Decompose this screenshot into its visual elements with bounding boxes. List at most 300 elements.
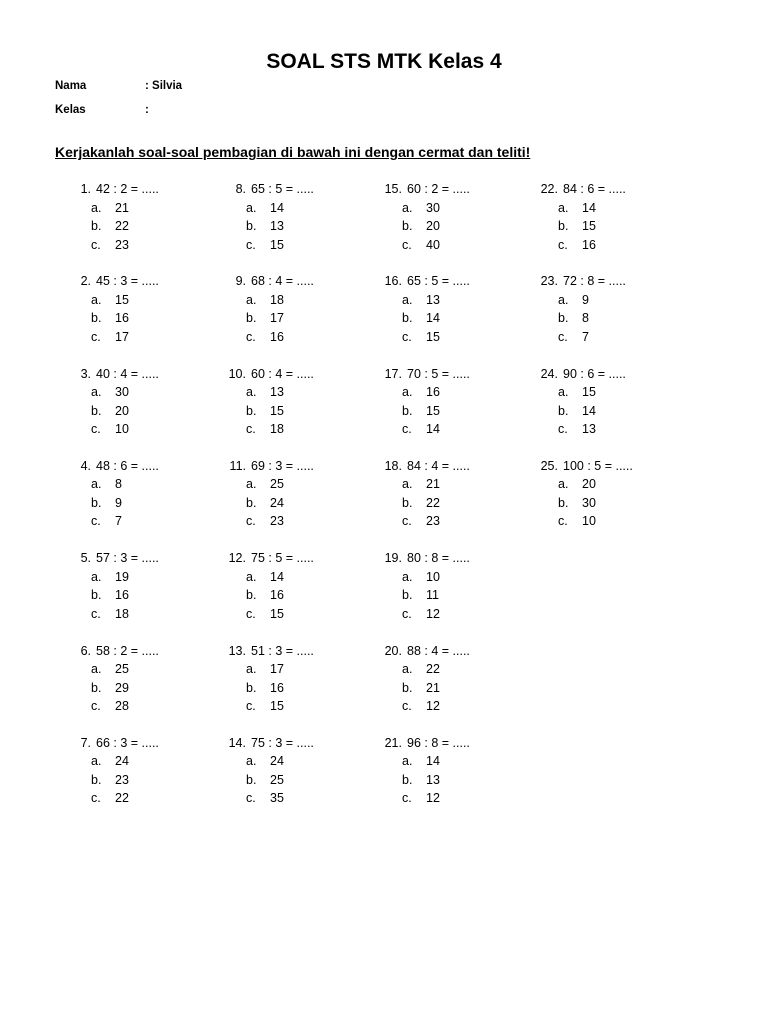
option-value: 16 — [115, 311, 129, 326]
question-text: 40 : 4 = ..... — [96, 366, 159, 381]
option-value: 15 — [426, 403, 440, 418]
option-letter: b. — [402, 219, 413, 233]
option-value: 16 — [426, 385, 440, 400]
answer-option — [68, 475, 159, 494]
option-letter: a. — [402, 200, 413, 215]
question-item — [379, 457, 470, 531]
answer-option — [68, 679, 159, 698]
answer-option — [223, 789, 314, 808]
option-value: 24 — [270, 754, 284, 769]
question-item — [379, 549, 470, 623]
option-letter: b. — [402, 680, 413, 695]
option-value: 11 — [426, 588, 439, 603]
question-line — [535, 180, 626, 199]
question-text: 96 : 8 = ..... — [407, 735, 470, 750]
option-value: 21 — [115, 200, 129, 215]
answer-option — [379, 217, 470, 236]
option-letter: b. — [402, 311, 413, 326]
answer-option — [223, 383, 314, 402]
option-value: 9 — [582, 292, 589, 307]
option-letter: a. — [246, 569, 257, 584]
option-letter: a. — [558, 292, 569, 307]
question-line — [68, 272, 159, 291]
option-letter: a. — [402, 754, 413, 769]
answer-option — [379, 605, 470, 624]
option-value: 12 — [426, 699, 440, 713]
option-letter: c. — [402, 699, 412, 713]
option-letter: c. — [246, 329, 256, 344]
answer-option — [379, 328, 470, 347]
answer-option — [223, 475, 314, 494]
answer-option — [68, 236, 159, 255]
question-text: 42 : 2 = ..... — [96, 182, 159, 196]
answer-option — [223, 309, 314, 328]
answer-option — [68, 217, 159, 236]
option-value: 16 — [270, 680, 284, 695]
question-line — [379, 734, 470, 753]
question-number: 4. — [80, 458, 91, 473]
question-number: 21. — [384, 735, 402, 750]
question-item — [379, 272, 470, 346]
question-number: 22. — [540, 182, 558, 196]
option-letter: c. — [246, 606, 256, 621]
option-value: 20 — [115, 403, 129, 418]
option-letter: c. — [558, 422, 568, 437]
class-label: Kelas — [55, 104, 86, 116]
option-value: 12 — [426, 606, 440, 621]
option-letter: c. — [91, 699, 101, 713]
option-letter: a. — [402, 569, 413, 584]
option-value: 15 — [115, 292, 129, 307]
option-value: 13 — [270, 385, 284, 400]
option-letter: c. — [246, 699, 256, 713]
answer-option — [535, 494, 633, 513]
question-text: 60 : 4 = ..... — [251, 366, 314, 381]
option-letter: a. — [558, 200, 569, 215]
option-letter: b. — [246, 219, 257, 233]
answer-option — [379, 752, 470, 771]
option-value: 35 — [270, 791, 284, 806]
answer-option — [68, 660, 159, 679]
option-value: 17 — [270, 311, 284, 326]
answer-option — [379, 402, 470, 421]
option-value: 14 — [426, 754, 440, 769]
question-line — [379, 180, 470, 199]
option-letter: b. — [558, 219, 569, 233]
question-item — [535, 180, 626, 254]
question-line — [223, 642, 314, 661]
option-value: 25 — [270, 772, 284, 787]
question-number: 17. — [384, 366, 402, 381]
option-value: 14 — [426, 311, 440, 326]
question-text: 72 : 8 = ..... — [563, 274, 626, 289]
option-letter: a. — [246, 292, 257, 307]
question-line — [223, 457, 314, 476]
question-item — [535, 365, 626, 439]
answer-option — [535, 236, 626, 255]
option-letter: c. — [402, 791, 412, 806]
option-value: 12 — [426, 791, 440, 806]
option-value: 14 — [582, 200, 596, 215]
answer-option — [68, 494, 159, 513]
question-number: 8. — [235, 182, 246, 196]
question-text: 75 : 3 = ..... — [251, 735, 314, 750]
option-value: 13 — [582, 422, 596, 437]
option-letter: a. — [91, 385, 102, 400]
option-value: 21 — [426, 680, 440, 695]
option-letter: b. — [402, 495, 413, 510]
answer-option — [223, 402, 314, 421]
question-text: 84 : 4 = ..... — [407, 458, 470, 473]
answer-option — [223, 512, 314, 531]
answer-option — [535, 512, 633, 531]
question-number: 5. — [80, 551, 91, 566]
answer-option — [68, 420, 159, 439]
answer-option — [379, 789, 470, 808]
option-letter: b. — [91, 680, 102, 695]
question-item — [223, 642, 314, 716]
option-value: 15 — [582, 219, 596, 233]
question-number: 15. — [384, 182, 402, 196]
option-value: 15 — [270, 403, 284, 418]
question-text: 45 : 3 = ..... — [96, 274, 159, 289]
option-letter: a. — [558, 385, 569, 400]
answer-option — [223, 605, 314, 624]
option-value: 13 — [426, 772, 440, 787]
option-value: 16 — [582, 237, 596, 252]
question-item — [535, 457, 633, 531]
option-value: 18 — [115, 606, 129, 621]
option-letter: a. — [91, 477, 102, 492]
answer-option — [68, 586, 159, 605]
answer-option — [223, 199, 314, 218]
option-letter: b. — [402, 588, 413, 603]
option-value: 15 — [426, 329, 440, 344]
question-number: 7. — [80, 735, 91, 750]
answer-option — [535, 402, 626, 421]
option-value: 22 — [115, 791, 129, 806]
option-value: 15 — [582, 385, 596, 400]
option-letter: b. — [91, 219, 102, 233]
option-value: 10 — [426, 569, 440, 584]
option-value: 13 — [426, 292, 440, 307]
option-letter: b. — [558, 403, 569, 418]
question-number: 11. — [229, 458, 246, 473]
answer-option — [379, 199, 470, 218]
question-text: 48 : 6 = ..... — [96, 458, 159, 473]
question-line — [223, 272, 314, 291]
question-text: 70 : 5 = ..... — [407, 366, 470, 381]
option-letter: b. — [246, 495, 257, 510]
option-value: 15 — [270, 699, 284, 713]
answer-option — [68, 789, 159, 808]
question-line — [68, 457, 159, 476]
option-letter: a. — [402, 292, 413, 307]
option-value: 14 — [426, 422, 440, 437]
question-number: 12. — [228, 551, 246, 566]
option-letter: a. — [91, 569, 102, 584]
answer-option — [223, 568, 314, 587]
option-letter: a. — [246, 662, 257, 676]
answer-option — [379, 309, 470, 328]
answer-option — [535, 475, 633, 494]
option-value: 16 — [270, 329, 284, 344]
question-item — [223, 457, 314, 531]
option-letter: b. — [246, 403, 257, 418]
option-letter: c. — [91, 606, 101, 621]
question-text: 65 : 5 = ..... — [251, 182, 314, 196]
answer-option — [535, 420, 626, 439]
answer-option — [68, 199, 159, 218]
option-value: 22 — [426, 662, 440, 676]
option-value: 30 — [115, 385, 129, 400]
option-value: 23 — [270, 514, 284, 529]
answer-option — [379, 475, 470, 494]
option-letter: a. — [246, 385, 257, 400]
question-item — [223, 734, 314, 808]
question-item — [379, 734, 470, 808]
question-line — [379, 365, 470, 384]
option-letter: c. — [402, 422, 412, 437]
option-letter: c. — [246, 514, 256, 529]
answer-option — [223, 328, 314, 347]
option-letter: c. — [402, 606, 412, 621]
answer-option — [223, 586, 314, 605]
answer-option — [379, 586, 470, 605]
question-text: 84 : 6 = ..... — [563, 182, 626, 196]
name-value: : Silvia — [145, 80, 183, 92]
option-letter: c. — [558, 514, 568, 529]
question-number: 20. — [384, 643, 402, 658]
option-value: 17 — [270, 662, 284, 676]
page-title: SOAL STS MTK Kelas 4 — [266, 50, 502, 73]
question-text: 60 : 2 = ..... — [407, 182, 470, 196]
option-value: 19 — [115, 569, 129, 584]
option-value: 14 — [270, 569, 284, 584]
option-letter: c. — [402, 237, 412, 252]
question-item — [379, 365, 470, 439]
question-number: 18. — [384, 458, 402, 473]
answer-option — [379, 771, 470, 790]
answer-option — [535, 217, 626, 236]
option-value: 18 — [270, 422, 284, 437]
option-value: 30 — [582, 495, 596, 510]
option-letter: c. — [91, 329, 101, 344]
question-text: 75 : 5 = ..... — [251, 551, 314, 566]
question-number: 24. — [540, 366, 558, 381]
option-letter: a. — [558, 477, 569, 492]
name-label: Nama — [55, 80, 87, 92]
option-letter: a. — [91, 200, 102, 215]
option-letter: b. — [91, 403, 102, 418]
question-item — [379, 180, 470, 254]
answer-option — [379, 383, 470, 402]
answer-option — [379, 568, 470, 587]
option-letter: a. — [246, 200, 257, 215]
answer-option — [379, 291, 470, 310]
option-letter: b. — [91, 772, 102, 787]
option-value: 9 — [115, 495, 122, 510]
question-line — [223, 734, 314, 753]
option-value: 23 — [426, 514, 440, 529]
answer-option — [223, 697, 314, 716]
question-item — [68, 180, 159, 254]
question-number: 2. — [80, 274, 91, 289]
answer-option — [68, 752, 159, 771]
student-class-row — [55, 104, 149, 116]
question-text: 58 : 2 = ..... — [96, 643, 159, 658]
question-text: 51 : 3 = ..... — [251, 643, 314, 658]
option-letter: c. — [246, 237, 256, 252]
question-line — [379, 457, 470, 476]
question-number: 25. — [540, 458, 558, 473]
question-item — [223, 272, 314, 346]
answer-option — [379, 512, 470, 531]
option-value: 24 — [115, 754, 129, 769]
answer-option — [223, 752, 314, 771]
option-letter: c. — [558, 329, 568, 344]
answer-option — [223, 660, 314, 679]
option-value: 21 — [426, 477, 440, 492]
answer-option — [68, 309, 159, 328]
question-text: 69 : 3 = ..... — [251, 458, 314, 473]
option-value: 25 — [270, 477, 284, 492]
question-item — [68, 365, 159, 439]
question-text: 80 : 8 = ..... — [407, 551, 470, 566]
question-item — [68, 734, 159, 808]
question-line — [223, 180, 314, 199]
question-text: 57 : 3 = ..... — [96, 551, 159, 566]
question-item — [535, 272, 626, 346]
option-value: 16 — [115, 588, 129, 603]
option-letter: a. — [402, 477, 413, 492]
option-letter: c. — [402, 329, 412, 344]
question-item — [68, 457, 159, 531]
question-number: 19. — [384, 551, 402, 566]
answer-option — [223, 494, 314, 513]
option-value: 8 — [115, 477, 122, 492]
answer-option — [223, 236, 314, 255]
option-letter: a. — [246, 754, 257, 769]
answer-option — [223, 217, 314, 236]
option-value: 15 — [270, 606, 284, 621]
option-value: 30 — [426, 200, 440, 215]
option-letter: b. — [91, 495, 102, 510]
question-text: 68 : 4 = ..... — [251, 274, 314, 289]
student-name-row — [55, 80, 182, 92]
option-letter: c. — [402, 514, 412, 529]
answer-option — [223, 420, 314, 439]
question-text: 66 : 3 = ..... — [96, 735, 159, 750]
option-letter: c. — [91, 237, 101, 252]
question-line — [68, 734, 159, 753]
answer-option — [68, 771, 159, 790]
option-letter: c. — [91, 514, 101, 529]
option-value: 28 — [115, 699, 129, 713]
option-letter: a. — [91, 662, 102, 676]
question-item — [223, 180, 314, 254]
question-number: 3. — [80, 366, 91, 381]
answer-option — [379, 236, 470, 255]
question-item — [68, 549, 159, 623]
question-line — [68, 642, 159, 661]
option-letter: a. — [246, 477, 257, 492]
option-value: 10 — [115, 422, 129, 437]
option-value: 7 — [115, 514, 122, 529]
question-number: 16. — [384, 274, 402, 289]
question-line — [379, 272, 470, 291]
answer-option — [68, 697, 159, 716]
option-value: 14 — [582, 403, 596, 418]
question-number: 23. — [540, 274, 558, 289]
option-letter: b. — [558, 311, 569, 326]
question-line — [68, 365, 159, 384]
option-value: 25 — [115, 662, 129, 676]
option-value: 20 — [426, 219, 440, 233]
option-letter: c. — [246, 422, 256, 437]
answer-option — [535, 291, 626, 310]
question-line — [223, 365, 314, 384]
question-item — [223, 549, 314, 623]
option-value: 23 — [115, 237, 129, 252]
option-letter: b. — [246, 588, 257, 603]
option-value: 17 — [115, 329, 129, 344]
option-letter: a. — [91, 292, 102, 307]
answer-option — [68, 402, 159, 421]
question-item — [68, 642, 159, 716]
option-value: 7 — [582, 329, 589, 344]
option-letter: b. — [91, 588, 102, 603]
answer-option — [535, 199, 626, 218]
option-letter: c. — [246, 791, 256, 806]
option-letter: c. — [558, 237, 568, 252]
option-letter: c. — [91, 422, 101, 437]
answer-option — [535, 383, 626, 402]
option-value: 40 — [426, 237, 440, 252]
option-value: 15 — [270, 237, 284, 252]
option-value: 10 — [582, 514, 596, 529]
option-value: 29 — [115, 680, 129, 695]
question-line — [379, 642, 470, 661]
answer-option — [223, 291, 314, 310]
option-letter: a. — [402, 662, 413, 676]
answer-option — [379, 494, 470, 513]
option-letter: c. — [91, 791, 101, 806]
answer-option — [379, 660, 470, 679]
answer-option — [535, 328, 626, 347]
option-value: 18 — [270, 292, 284, 307]
option-letter: a. — [91, 754, 102, 769]
question-line — [535, 457, 633, 476]
question-line — [535, 272, 626, 291]
question-number: 9. — [235, 274, 246, 289]
answer-option — [68, 291, 159, 310]
answer-option — [68, 328, 159, 347]
option-value: 22 — [426, 495, 440, 510]
option-letter: b. — [246, 680, 257, 695]
option-value: 22 — [115, 219, 129, 233]
question-text: 65 : 5 = ..... — [407, 274, 470, 289]
question-text: 100 : 5 = ..... — [563, 458, 633, 473]
option-letter: b. — [246, 311, 257, 326]
question-number: 13. — [228, 643, 246, 658]
question-number: 14. — [228, 735, 246, 750]
answer-option — [68, 605, 159, 624]
instruction-text: Kerjakanlah soal-soal pembagian di bawah ini dengan cermat dan teliti! — [55, 144, 531, 160]
option-letter: b. — [402, 772, 413, 787]
question-text: 90 : 6 = ..... — [563, 366, 626, 381]
question-line — [68, 180, 159, 199]
